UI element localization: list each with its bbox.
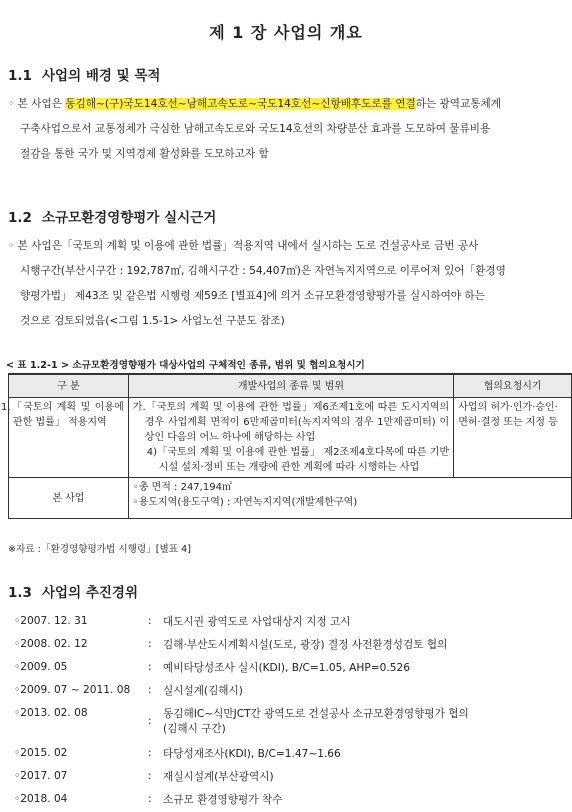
- history-text: 예비타당성조사 실시(KDI), B/C=1.05, AHP=0.526: [163, 662, 410, 674]
- history-date: ◦2015. 02: [14, 747, 68, 759]
- table-header-row: [9, 374, 572, 398]
- colon: :: [148, 770, 152, 782]
- paragraph-line: [8, 92, 568, 117]
- section-1-1-paragraph: [8, 92, 568, 167]
- list-item: [8, 657, 568, 680]
- table-row: [9, 478, 572, 519]
- list-item: [8, 743, 568, 766]
- section-1-1-heading: [8, 64, 160, 84]
- table-header-cell: 개발사업의 종류 및 범위: [128, 374, 453, 398]
- table-row: [9, 398, 572, 478]
- history-text-line: 동김해IC~식만JCT간 광역도로 건설공사 소규모환경영향평가 협의: [163, 708, 469, 720]
- text-run: 본 사업은「국토의 계획 및 이용에 관한 법률」적용지역 내에서 실시하는 도로 건설공사로 금번 공사: [17, 240, 479, 252]
- history-date: ◦2013. 02. 08: [14, 707, 88, 719]
- table-cell: 사업의 허가·인가·승인·면허·결정 또는 지정 등: [454, 398, 572, 478]
- list-item: [8, 634, 568, 657]
- history-date: ◦2009. 05: [14, 661, 68, 673]
- paragraph-line: 구축사업으로서 교통정체가 극심한 남해고속도로와 국도14호선의 차량분산 효과를 도모하여 물류비용: [20, 123, 491, 135]
- history-text: 재실시설계(부산광역시): [163, 771, 274, 783]
- section-number: 1.2: [8, 210, 32, 226]
- history-text: 대도시권 광역도로 사업대상지 지정 고시: [163, 616, 351, 628]
- section-title: 사업의 추진경위: [42, 585, 138, 601]
- list-item: [8, 703, 568, 743]
- colon: :: [148, 638, 152, 650]
- table-cell: 1.「국토의 계획 및 이용에 관한 법률」 적용지역: [9, 398, 129, 478]
- chapter-title: 제 1 장 사업의 개요: [209, 23, 363, 42]
- paragraph-line: 향평가법」 제43조 및 같은법 시행령 제59조 [별표4]에 의거 소규모환경영향평가를 실시하여야 하는: [20, 290, 485, 302]
- table-header-cell: 협의요청시기: [454, 374, 572, 398]
- history-text: [163, 707, 563, 737]
- table-header-cell: 구 분: [9, 374, 129, 398]
- bullet: ◦: [8, 240, 15, 252]
- table-cell: [128, 398, 453, 478]
- table-caption: < 표 1.2-1 > 소규모환경영향평가 대상사업의 구체적인 종류, 범위 및 협의요청시기: [6, 360, 365, 371]
- section-1-3-heading: [8, 581, 138, 601]
- section-1-2-paragraph: [8, 234, 568, 334]
- history-text: 소규모 환경영향평가 착수: [163, 794, 283, 806]
- history-text: 김해·부산도시계획시설(도로, 광장) 결정 사전환경성검토 협의: [163, 639, 448, 651]
- table-cell: 본 사업: [9, 478, 129, 519]
- paragraph-line: 것으로 검토되었음(<그림 1.5-1> 사업노선 구분도 참조): [20, 315, 285, 327]
- paragraph-line: 시행구간(부산시구간 : 192,787㎡, 김해시구간 : 54,407㎡)은 자연녹지지역으로 이루어져 있어「환경영: [20, 265, 506, 277]
- section-title: 사업의 배경 및 목적: [42, 68, 161, 84]
- list-item: [8, 789, 568, 812]
- colon: :: [148, 661, 152, 673]
- paragraph-line: [8, 234, 568, 259]
- bullet: ◦: [8, 98, 15, 110]
- section-number: 1.1: [8, 68, 32, 84]
- table-cell: [128, 478, 571, 519]
- criteria-table: [1, 373, 572, 519]
- list-item: [8, 680, 568, 703]
- highlighted-text: 동김해~(구)국도14호선~남해고속도로~국도14호선~신항배후도로를 연결: [65, 98, 416, 110]
- text-run: 본 사업은: [17, 98, 66, 110]
- colon: :: [148, 747, 152, 759]
- text-run: 하는 광역교통체계: [415, 98, 501, 110]
- history-list: [8, 611, 568, 812]
- history-text: 타당성재조사(KDI), B/C=1.47~1.66: [163, 748, 341, 760]
- history-text: 실시설계(김해시): [163, 685, 243, 697]
- table-cell-line: 가.「국토의 계획 및 이용에 관한 법률」제6조제1호에 따른 도시지역의 경우 사업계획 면적이 6만제곱미터(녹지지역의 경우 1만제곱미터) 이상인 다음의 어느 하나에 해당하는 사업: [132, 402, 450, 443]
- colon: :: [148, 615, 152, 627]
- history-date: ◦2017. 07: [14, 770, 68, 782]
- history-text-line: (김해시 구간): [163, 723, 226, 735]
- section-number: 1.3: [8, 585, 32, 601]
- section-title: 소규모환경영향평가 실시근거: [42, 210, 217, 226]
- colon: :: [148, 715, 152, 727]
- history-date: ◦2018. 04: [14, 793, 68, 805]
- table-source-note: ※자료 :「환경영향평가법 시행령」[별표 4]: [8, 544, 191, 555]
- list-item: [8, 611, 568, 634]
- section-1-2-heading: [8, 206, 216, 226]
- colon: :: [148, 684, 152, 696]
- list-item: [8, 766, 568, 789]
- table-cell-line: ◦용도지역(용도구역) : 자연녹지지역(개발제한구역): [132, 497, 358, 508]
- history-date: ◦2007. 12. 31: [14, 615, 88, 627]
- history-date: ◦2009. 07 ~ 2011. 08: [14, 684, 131, 696]
- table-cell-line: 4)「국토의 계획 및 이용에 관한 법률」 제2조제4호다목에 따른 기반시설 설치·정비 또는 개량에 관한 계획에 따라 시행하는 사업: [146, 447, 450, 473]
- history-date: ◦2008. 02. 12: [14, 638, 88, 650]
- colon: :: [148, 793, 152, 805]
- table-cell-line: ◦총 면적 : 247,194㎡: [132, 482, 232, 493]
- paragraph-line: 절감을 통한 국가 및 지역경제 활성화를 도모하고자 함: [20, 148, 269, 160]
